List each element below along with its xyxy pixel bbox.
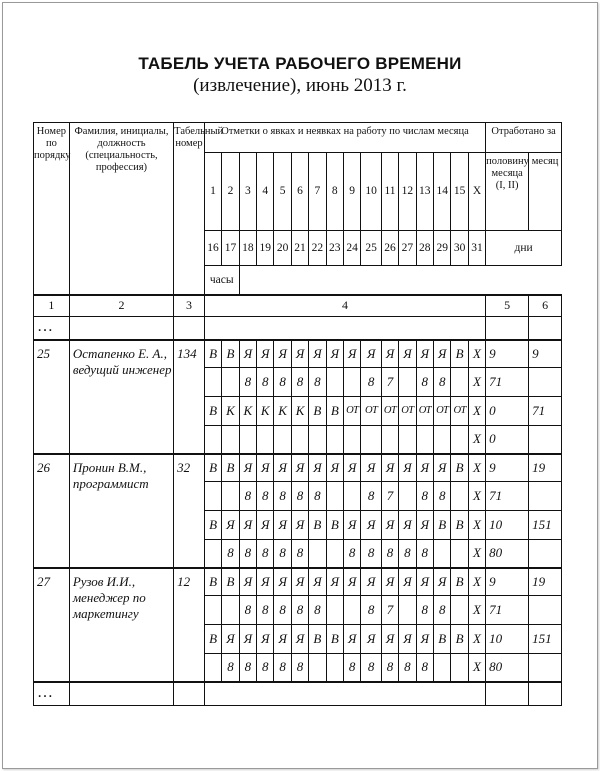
header-number: Номер по порядку [34,123,70,295]
day-mark: 7 [381,596,398,625]
day-mark: Я [309,340,326,368]
day-mark: Я [399,340,416,368]
day-mark: 8 [291,654,308,682]
day-mark: 8 [257,540,274,568]
header-month: месяц [529,153,562,231]
day-mark: 8 [434,368,451,397]
day-mark: Я [274,511,291,540]
day-header-top: 1 [204,153,221,231]
day-mark: Я [309,568,326,596]
worked-month [529,426,562,454]
day-mark: Я [399,511,416,540]
day-mark [399,368,416,397]
day-mark: Х [468,454,485,482]
day-mark [451,540,468,568]
day-mark: 8 [416,482,433,511]
timesheet-table [33,122,562,706]
day-mark: 8 [291,368,308,397]
day-mark: Я [239,625,256,654]
day-mark [434,540,451,568]
day-header-top: 5 [274,153,291,231]
day-header-bottom: 23 [326,231,343,266]
column-number: 1 [34,295,70,317]
day-mark: Я [257,625,274,654]
day-mark: 8 [309,596,326,625]
day-mark: ОТ [343,397,360,426]
day-mark: 8 [399,540,416,568]
day-mark: Х [468,540,485,568]
day-mark: 8 [274,482,291,511]
day-mark [309,654,326,682]
day-mark: В [326,397,343,426]
column-number: 4 [204,295,485,317]
day-mark [204,426,221,454]
day-mark: Я [291,625,308,654]
worked-half: 80 [486,540,529,568]
worked-month [529,482,562,511]
day-header-bottom: 17 [222,231,239,266]
day-mark [343,596,360,625]
day-mark [326,368,343,397]
day-mark: К [257,397,274,426]
day-mark: В [222,340,239,368]
day-mark: В [204,511,221,540]
worked-month [529,654,562,682]
day-mark: 8 [309,482,326,511]
day-mark: Я [361,340,381,368]
day-mark: Я [399,454,416,482]
day-mark [399,426,416,454]
day-header-top: 14 [434,153,451,231]
worked-month: 19 [529,454,562,482]
employee-number: 27 [34,568,70,682]
day-mark: ОТ [451,397,468,426]
day-mark: Х [468,511,485,540]
day-mark: Х [468,368,485,397]
day-mark [204,654,221,682]
day-mark: Я [381,511,398,540]
day-mark: Я [291,454,308,482]
day-mark: Х [468,426,485,454]
day-mark [326,540,343,568]
day-mark [274,426,291,454]
day-mark: В [451,454,468,482]
document-subtitle: (извлечение), июнь 2013 г. [193,75,407,96]
day-mark: 8 [291,482,308,511]
day-mark: 7 [381,368,398,397]
day-mark [222,368,239,397]
day-mark: 8 [309,368,326,397]
employee-tabnum: 134 [174,340,205,454]
day-header-top: 3 [239,153,256,231]
day-mark: 7 [381,482,398,511]
day-mark: Я [434,568,451,596]
day-header-bottom: 16 [204,231,221,266]
day-mark [451,426,468,454]
employee-name: Рузов И.И., менеджер по маркетингу [69,568,173,682]
day-mark: ОТ [361,397,381,426]
worked-half: 10 [486,511,529,540]
day-mark: 8 [239,368,256,397]
day-mark: Я [257,454,274,482]
worked-half: 9 [486,340,529,368]
day-mark: 8 [274,596,291,625]
day-mark: Я [274,340,291,368]
day-mark: 8 [416,654,433,682]
column-number: 6 [529,295,562,317]
day-mark: Я [239,454,256,482]
day-mark [222,482,239,511]
day-mark: 8 [416,368,433,397]
worked-half: 10 [486,625,529,654]
day-header-top: 2 [222,153,239,231]
day-mark: Х [468,654,485,682]
document-title: ТАБЕЛЬ УЧЕТА РАБОЧЕГО ВРЕМЕНИ [138,54,462,73]
day-header-top: 7 [309,153,326,231]
day-mark: В [204,397,221,426]
day-mark: Я [326,568,343,596]
day-mark [222,426,239,454]
day-mark: 8 [291,596,308,625]
day-mark: В [309,625,326,654]
day-mark: Я [416,454,433,482]
day-mark [309,540,326,568]
day-mark: Я [257,340,274,368]
day-mark: Я [239,511,256,540]
day-mark: Х [468,482,485,511]
day-mark: В [204,340,221,368]
day-mark: 8 [222,540,239,568]
day-header-bottom: 20 [274,231,291,266]
day-mark: Я [361,568,381,596]
day-mark: Я [326,340,343,368]
day-mark: Я [343,340,360,368]
header-marks: Отметки о явках и неявках на работу по числам месяца [204,123,485,153]
day-mark: В [451,340,468,368]
day-header-top: 11 [381,153,398,231]
day-mark: 8 [416,540,433,568]
worked-half: 9 [486,568,529,596]
day-mark [326,426,343,454]
day-mark: 8 [434,596,451,625]
day-mark: Я [239,340,256,368]
day-header-bottom: 22 [309,231,326,266]
day-mark: 8 [343,540,360,568]
worked-month [529,540,562,568]
day-mark: 8 [257,368,274,397]
day-mark: В [204,568,221,596]
day-mark [326,654,343,682]
day-mark: Я [291,340,308,368]
employee-row [34,454,562,482]
day-mark: В [434,625,451,654]
day-mark: Х [468,625,485,654]
day-header-top: 13 [416,153,433,231]
day-mark: Я [381,625,398,654]
column-number: 3 [174,295,205,317]
header-name: Фамилия, инициалы, должность (специальность, профессия) [69,123,173,295]
day-mark: 8 [361,368,381,397]
day-mark [309,426,326,454]
worked-half: 9 [486,454,529,482]
day-mark: К [274,397,291,426]
day-mark: 8 [291,540,308,568]
header-days: дни [486,231,562,266]
day-mark: Я [361,625,381,654]
day-mark: Я [416,568,433,596]
header-tabnum: Табельный номер [174,123,205,295]
day-header-bottom: 25 [361,231,381,266]
day-mark: Я [416,625,433,654]
worked-month [529,596,562,625]
day-mark: 8 [257,596,274,625]
day-mark [434,654,451,682]
day-mark: Я [222,511,239,540]
day-mark [291,426,308,454]
day-mark: Я [291,511,308,540]
day-mark: Х [468,568,485,596]
worked-month: 19 [529,568,562,596]
day-mark: Я [343,568,360,596]
employee-row [34,568,562,596]
day-mark: Я [399,568,416,596]
day-mark: Я [343,511,360,540]
day-header-top: 8 [326,153,343,231]
employee-name: Остапенко Е. А., ведущий инженер [69,340,173,454]
column-number: 2 [69,295,173,317]
worked-half: 0 [486,397,529,426]
day-mark: Я [416,340,433,368]
day-mark: Я [309,454,326,482]
day-mark: Я [343,454,360,482]
day-mark [451,482,468,511]
day-header-top: X [468,153,485,231]
day-mark [343,482,360,511]
day-mark: Я [416,511,433,540]
worked-month: 151 [529,625,562,654]
day-mark [434,426,451,454]
day-mark: Я [381,454,398,482]
header-half: половину месяца (I, II) [486,153,529,231]
day-mark: Я [399,625,416,654]
day-mark: К [222,397,239,426]
day-mark: 8 [361,482,381,511]
day-mark: В [309,511,326,540]
day-mark: Х [468,596,485,625]
day-header-bottom: 24 [343,231,360,266]
day-mark [451,368,468,397]
day-mark: 8 [381,654,398,682]
day-header-top: 10 [361,153,381,231]
day-mark: В [451,625,468,654]
day-mark: 8 [274,368,291,397]
day-mark: В [451,511,468,540]
day-header-bottom: 27 [399,231,416,266]
day-mark: ОТ [416,397,433,426]
day-mark: Я [343,625,360,654]
day-mark: 8 [257,654,274,682]
day-mark: ОТ [381,397,398,426]
day-mark: 8 [257,482,274,511]
day-mark: Я [381,568,398,596]
ellipsis-bottom: … [34,682,70,706]
day-mark: 8 [381,540,398,568]
day-mark: Я [274,625,291,654]
worked-month: 71 [529,397,562,426]
day-mark [204,540,221,568]
day-mark [326,596,343,625]
day-mark: 8 [361,654,381,682]
day-mark [381,426,398,454]
worked-month: 9 [529,340,562,368]
day-mark: 8 [239,540,256,568]
day-header-bottom: 31 [468,231,485,266]
worked-month: 151 [529,511,562,540]
day-header-top: 15 [451,153,468,231]
employee-number: 25 [34,340,70,454]
day-mark: Х [468,340,485,368]
worked-half: 71 [486,596,529,625]
day-mark: Я [361,511,381,540]
worked-half: 71 [486,368,529,397]
day-mark [204,596,221,625]
day-mark: Я [381,340,398,368]
day-mark: В [309,397,326,426]
header-worked: Отработано за [486,123,562,153]
day-header-top: 9 [343,153,360,231]
day-mark [399,482,416,511]
day-mark: В [222,568,239,596]
day-mark: 8 [239,654,256,682]
day-mark: 8 [239,596,256,625]
day-mark: 8 [274,654,291,682]
day-mark: В [204,454,221,482]
day-mark: Я [257,511,274,540]
day-header-bottom: 18 [239,231,256,266]
day-mark [204,368,221,397]
day-header-bottom: 21 [291,231,308,266]
day-mark: 8 [361,540,381,568]
column-number: 5 [486,295,529,317]
day-mark: Я [274,568,291,596]
day-mark: Я [326,454,343,482]
day-mark [451,596,468,625]
day-header-bottom: 26 [381,231,398,266]
day-mark: 8 [274,540,291,568]
day-header-top: 4 [257,153,274,231]
day-mark [343,368,360,397]
day-mark: Я [434,340,451,368]
worked-half: 0 [486,426,529,454]
day-mark [361,426,381,454]
day-mark: Я [257,568,274,596]
day-mark [451,654,468,682]
day-mark: ОТ [434,397,451,426]
day-mark: ОТ [399,397,416,426]
day-header-bottom: 28 [416,231,433,266]
day-mark: Я [274,454,291,482]
employee-number: 26 [34,454,70,568]
day-mark: Я [222,625,239,654]
day-mark [326,482,343,511]
worked-month [529,368,562,397]
day-mark: В [326,511,343,540]
employee-name: Пронин В.М., программист [69,454,173,568]
worked-half: 71 [486,482,529,511]
ellipsis-top: … [34,317,70,340]
day-mark: Х [468,397,485,426]
day-mark: 8 [434,482,451,511]
day-mark: В [222,454,239,482]
day-mark: 8 [399,654,416,682]
day-mark: 8 [239,482,256,511]
day-header-bottom: 29 [434,231,451,266]
day-mark: 8 [222,654,239,682]
day-mark [343,426,360,454]
worked-half: 80 [486,654,529,682]
day-mark: В [204,625,221,654]
day-mark: Я [434,454,451,482]
day-mark: В [434,511,451,540]
day-mark: Я [361,454,381,482]
day-mark: 8 [343,654,360,682]
day-mark: В [451,568,468,596]
day-mark [257,426,274,454]
day-mark: Я [291,568,308,596]
day-header-bottom: 30 [451,231,468,266]
day-mark: Я [239,568,256,596]
day-mark: К [291,397,308,426]
employee-tabnum: 12 [174,568,205,682]
day-mark: 8 [416,596,433,625]
day-mark [416,426,433,454]
employee-tabnum: 32 [174,454,205,568]
day-mark [222,596,239,625]
day-mark: 8 [361,596,381,625]
day-header-top: 12 [399,153,416,231]
day-mark [204,482,221,511]
header-hours: часы [204,266,239,295]
day-mark: К [239,397,256,426]
day-mark [239,426,256,454]
employee-row [34,340,562,368]
day-mark [399,596,416,625]
day-header-bottom: 19 [257,231,274,266]
day-mark: В [326,625,343,654]
day-header-top: 6 [291,153,308,231]
